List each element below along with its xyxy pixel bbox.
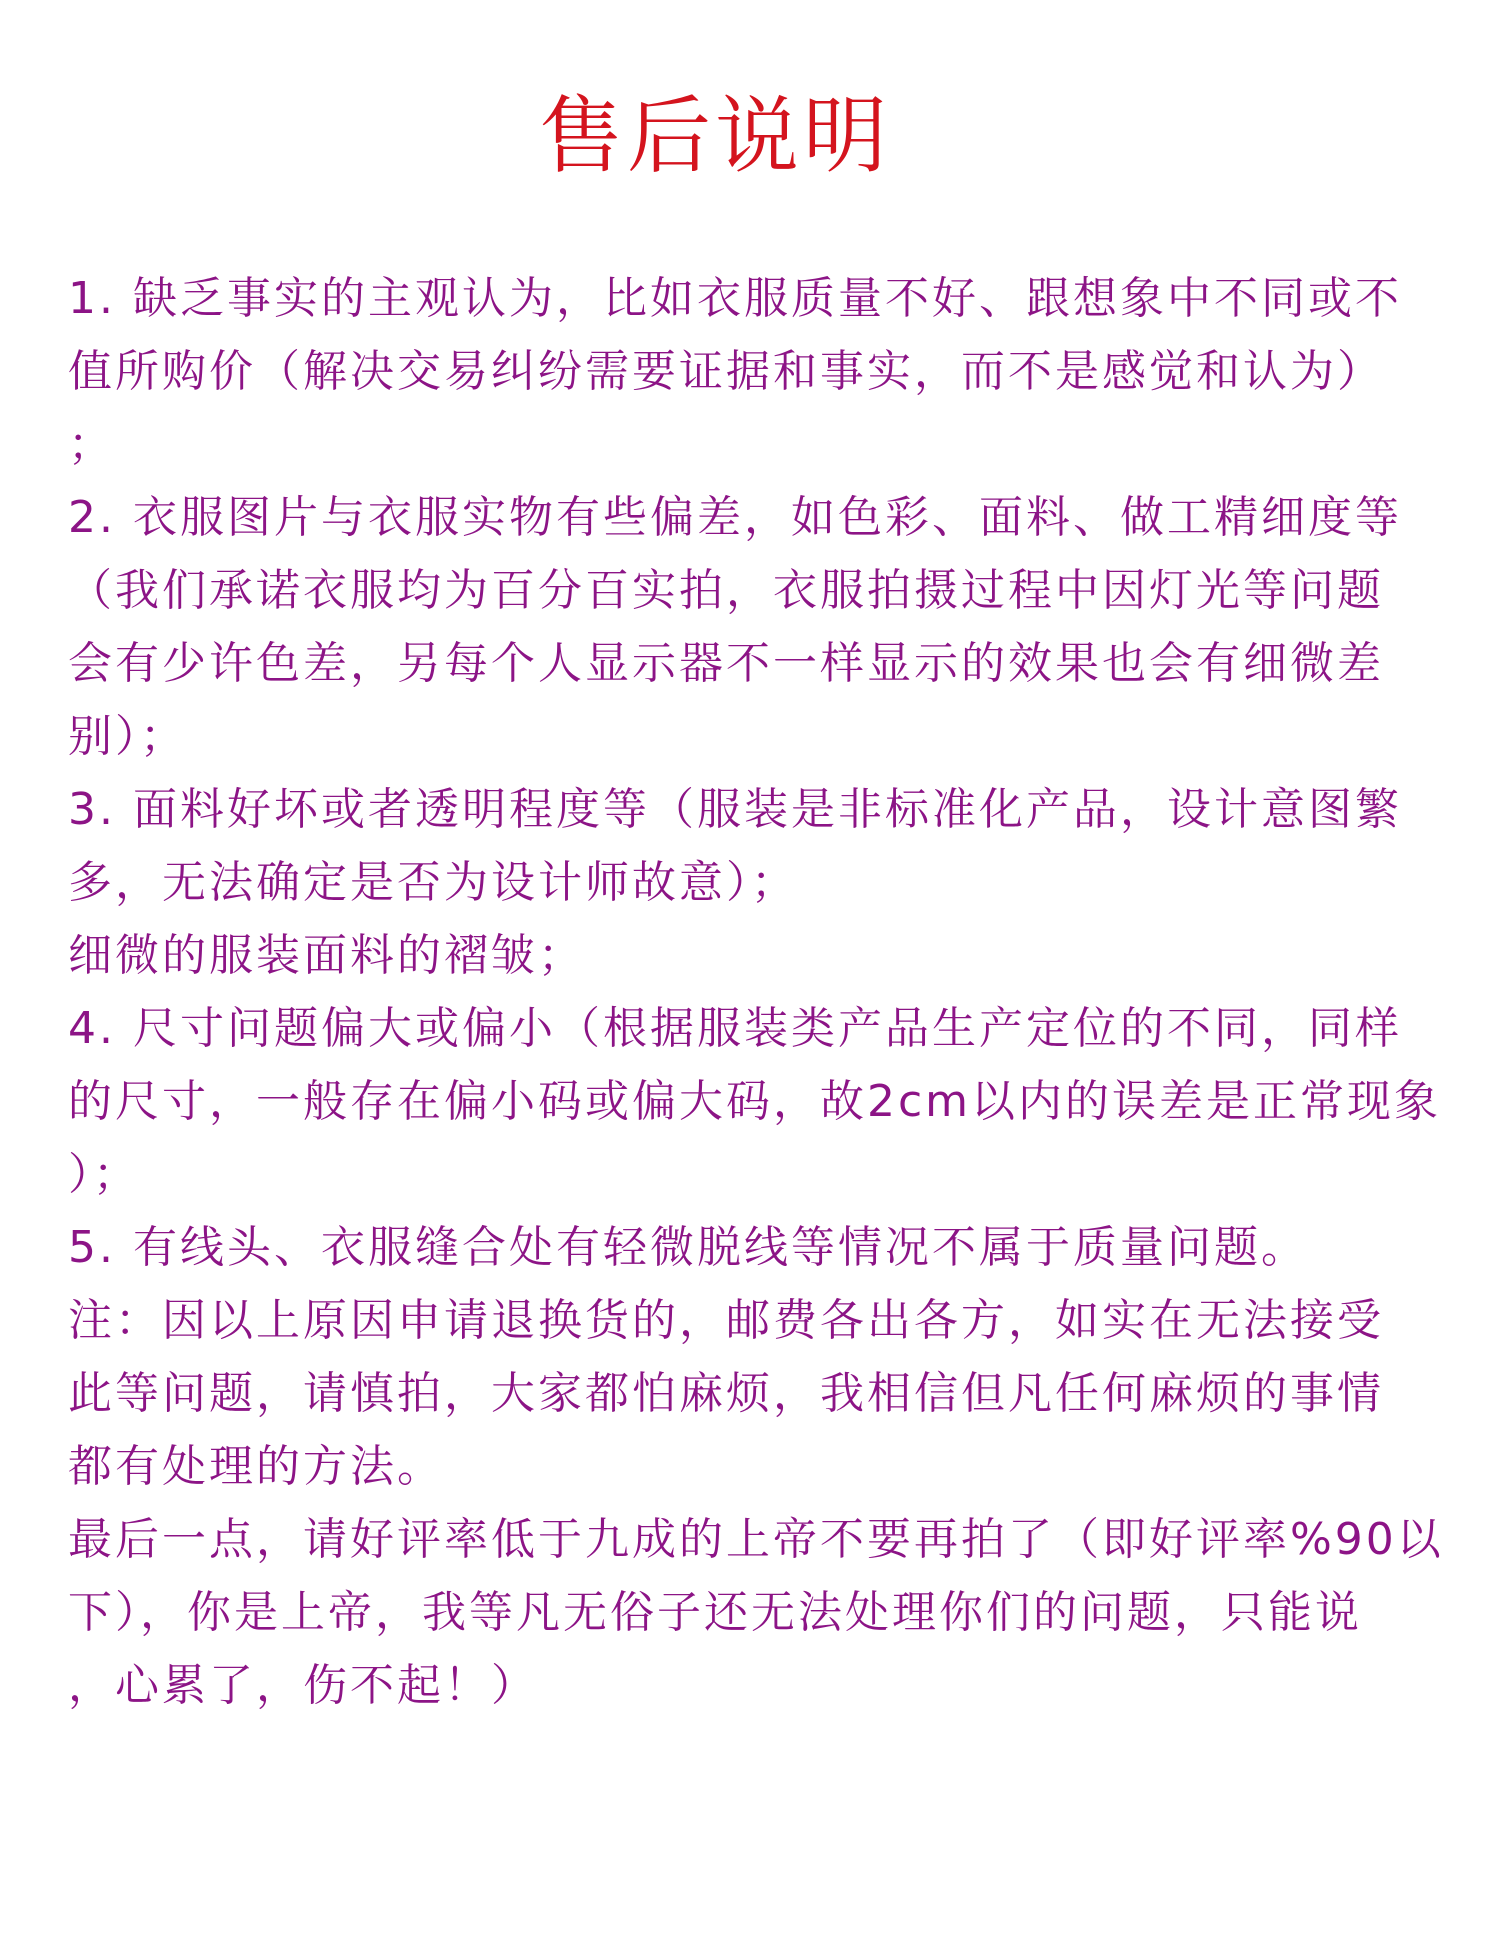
text-line: ； — [68, 419, 115, 470]
text-line: 的尺寸，一般存在偏小码或偏大码，故2cm以内的误差是正常现象 — [68, 1076, 1442, 1127]
text-line: 细微的服装面料的褶皱； — [68, 930, 585, 981]
text-line: 下），你是上帝，我等凡无俗子还无法处理你们的问题，只能说 — [68, 1587, 1362, 1638]
text-line: 别）； — [68, 711, 187, 762]
text-line: 最后一点，请好评率低于九成的上帝不要再拍了（即好评率%90以 — [68, 1514, 1444, 1565]
text-line: 值所购价（解决交易纠纷需要证据和事实，而不是感觉和认为） — [68, 346, 1384, 397]
text-line: 2. 衣服图片与衣服实物有些偏差，如色彩、面料、做工精细度等 — [68, 492, 1402, 543]
text-line: 会有少许色差，另每个人显示器不一样显示的效果也会有细微差 — [68, 638, 1384, 689]
page-title: 售后说明 — [538, 87, 891, 185]
text-line: 1. 缺乏事实的主观认为，比如衣服质量不好、跟想象中不同或不 — [68, 273, 1402, 324]
text-line: 注：因以上原因申请退换货的，邮费各出各方，如实在无法接受 — [68, 1295, 1384, 1346]
notice-body — [68, 262, 1468, 1722]
text-line: 5. 有线头、衣服缝合处有轻微脱线等情况不属于质量问题。 — [68, 1222, 1308, 1273]
text-line: （我们承诺衣服均为百分百实拍，衣服拍摄过程中因灯光等问题 — [68, 565, 1384, 616]
text-line: 此等问题，请慎拍，大家都怕麻烦，我相信但凡任何麻烦的事情 — [68, 1368, 1384, 1419]
text-line: ，心累了，伤不起！） — [68, 1660, 538, 1711]
text-line: 3. 面料好坏或者透明程度等（服装是非标准化产品，设计意图繁 — [68, 784, 1402, 835]
text-line: ）； — [68, 1149, 140, 1200]
text-line: 多，无法确定是否为设计师故意）； — [68, 857, 798, 908]
text-line: 都有处理的方法。 — [68, 1441, 444, 1492]
text-line: 4. 尺寸问题偏大或偏小（根据服装类产品生产定位的不同，同样 — [68, 1003, 1402, 1054]
